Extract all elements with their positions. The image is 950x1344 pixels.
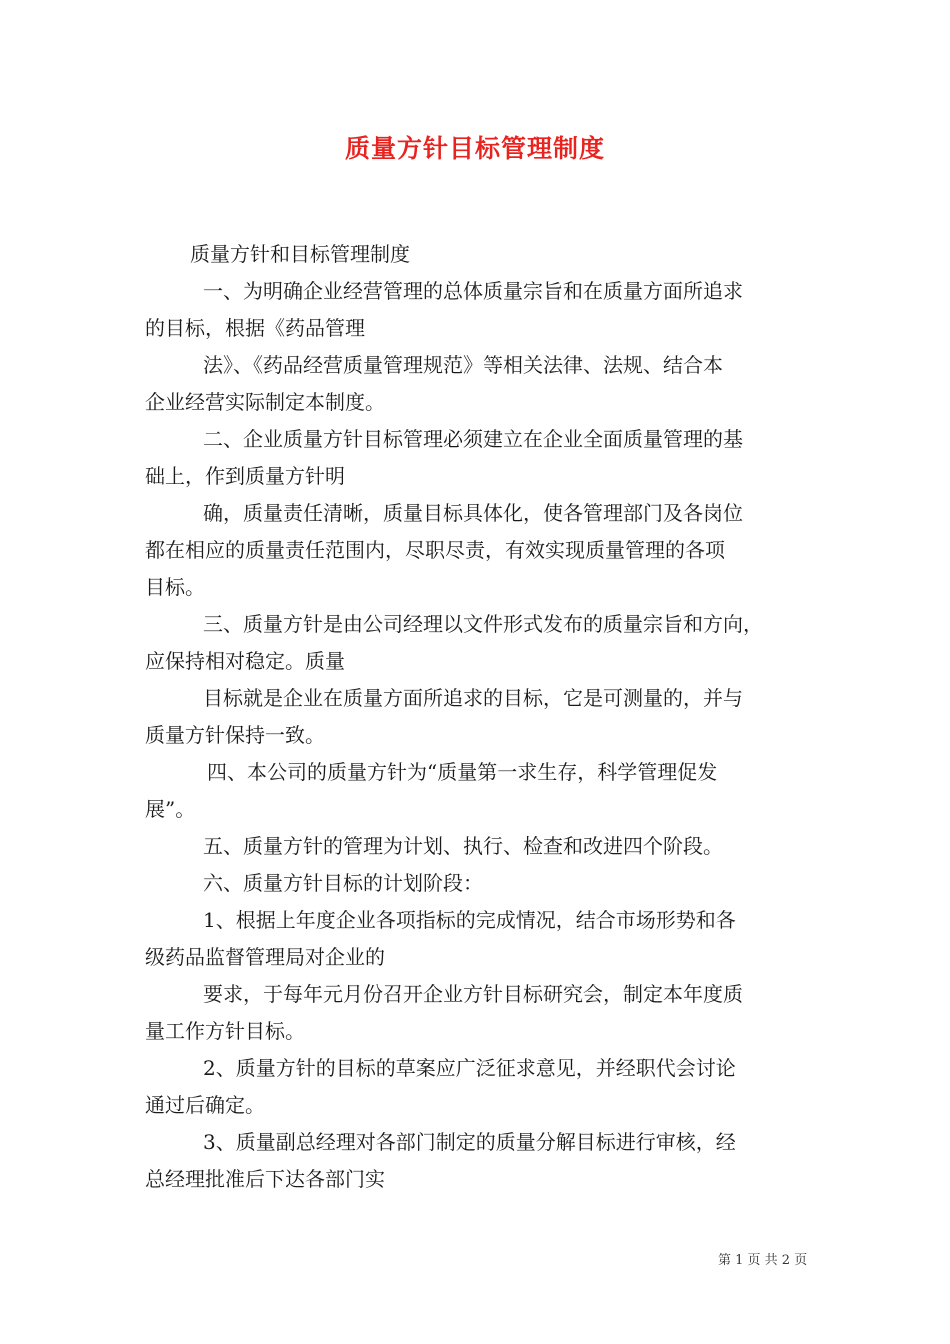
text-line: 四、本公司的质量方针为“质量第一求生存，科学管理促发 [207, 760, 718, 784]
text-line: 通过后确定。 [145, 1093, 265, 1117]
text-line: 目标。 [145, 575, 205, 599]
text-line: 础上，作到质量方针明 [145, 464, 345, 488]
text-line: 三、质量方针是由公司经理以文件形式发布的质量宗旨和方向， [203, 612, 763, 636]
document-body [145, 236, 815, 1198]
text-line: 都在相应的质量责任范围内，尽职尽责，有效实现质量管理的各项 [145, 538, 725, 562]
text-line: 量工作方针目标。 [145, 1019, 305, 1043]
text-line: 一、为明确企业经营管理的总体质量宗旨和在质量方面所追求 [203, 279, 743, 303]
text-line: 应保持相对稳定。质量 [145, 649, 345, 673]
text-line: 展”。 [145, 797, 196, 821]
text-line: 级药品监督管理局对企业的 [145, 945, 385, 969]
text-line: 3、质量副总经理对各部门制定的质量分解目标进行审核，经 [203, 1130, 736, 1154]
text-line: 2、质量方针的目标的草案应广泛征求意见，并经职代会讨论 [203, 1056, 736, 1080]
text-line: 六、质量方针目标的计划阶段： [203, 871, 483, 895]
text-line: 目标就是企业在质量方面所追求的目标，它是可测量的，并与 [203, 686, 743, 710]
text-line: 企业经营实际制定本制度。 [145, 390, 385, 414]
text-line: 确，质量责任清晰，质量目标具体化，使各管理部门及各岗位 [203, 501, 743, 525]
paragraph-heading: 质量方针和目标管理制度 [190, 242, 410, 266]
text-line: 五、质量方针的管理为计划、执行、检查和改进四个阶段。 [203, 834, 723, 858]
page-title: 质量方针目标管理制度 [344, 134, 605, 163]
text-line: 的目标，根据《药品管理 [145, 316, 365, 340]
text-line: 二、企业质量方针目标管理必须建立在企业全面质量管理的基 [203, 427, 743, 451]
text-line: 质量方针保持一致。 [145, 723, 325, 747]
text-line: 总经理批准后下达各部门实 [145, 1167, 385, 1191]
text-line: 要求，于每年元月份召开企业方针目标研究会，制定本年度质 [203, 982, 743, 1006]
page-number-footer: 第 1 页 共 2 页 [718, 1253, 808, 1268]
text-line: 法》、《药品经营质量管理规范》等相关法律、法规、结合本 [203, 353, 723, 377]
text-line: 1、根据上年度企业各项指标的完成情况，结合市场形势和各 [203, 908, 736, 932]
